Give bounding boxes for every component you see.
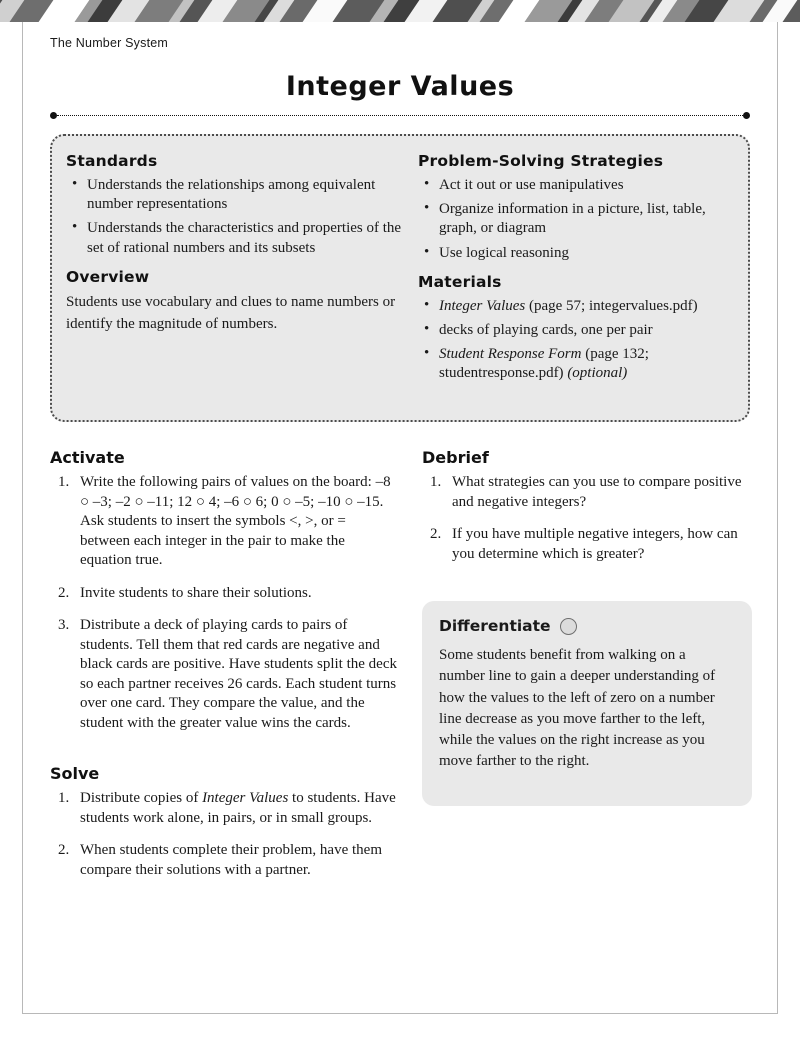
list-item: Distribute copies of Integer Values to students. Have students work alone, in pairs, or in small groups. <box>80 790 396 826</box>
solve-heading: Solve <box>50 764 100 783</box>
list-item: When students complete their problem, have them compare their solutions with a partner. <box>80 842 382 878</box>
circle-icon <box>560 618 577 635</box>
materials-list <box>418 297 738 384</box>
unit-label: The Number System <box>50 36 169 50</box>
info-box-right-column <box>418 146 738 394</box>
list-item: Write the following pairs of values on the board: –8 ○ –3; –2 ○ –11; 12 ○ 4; –6 ○ 6; 0 ○ –5; –10 ○ –15. Ask students to insert the symbols <, >, or = between each integer in the pair to make the equation true. <box>80 474 391 568</box>
list-item <box>437 345 738 383</box>
list-item: Distribute a deck of playing cards to pairs of students. Tell them that red cards are negative and black cards are positive. Have students split the deck so each partner receives 26 cards. Each student turns over one card. They compare the value, and the student with the greater value wins the cards. <box>80 617 397 731</box>
title-divider <box>50 112 750 120</box>
differentiate-box <box>422 601 752 806</box>
solve-steps <box>50 789 398 880</box>
standards-list <box>66 176 406 258</box>
left-column <box>50 448 398 893</box>
differentiate-heading-label: Differentiate <box>439 617 551 635</box>
strategies-list <box>418 176 738 263</box>
material-detail: (page 57; integervalues.pdf) <box>525 297 698 314</box>
strategies-heading: Problem-Solving Strategies <box>418 152 664 170</box>
list-item: If you have multiple negative integers, how can you determine which is greater? <box>452 526 738 562</box>
activate-steps <box>50 473 398 733</box>
divider-dot-right <box>743 112 750 119</box>
material-optional: (optional) <box>567 365 628 382</box>
list-item: Invite students to share their solutions. <box>80 584 312 601</box>
material-title: Student Response Form <box>439 346 582 363</box>
list-item: • Organize information in a picture, list, table, graph, or diagram <box>437 200 738 238</box>
page-title: Integer Values <box>285 71 515 102</box>
debrief-heading: Debrief <box>422 448 489 467</box>
info-box-left-column <box>66 146 406 335</box>
divider-line <box>57 115 743 116</box>
lesson-info-box <box>50 134 750 422</box>
differentiate-text: Some students benefit from walking on a number line to gain a deeper understanding of how the values to the left of zero on a number line decrease as you move farther to the left, while the values on the right increase as you move farther to the right. <box>439 647 716 770</box>
materials-heading: Materials <box>418 272 502 291</box>
list-item: • Understands the relationships among equivalent number representations <box>85 176 406 214</box>
list-item: What strategies can you use to compare positive and negative integers? <box>452 474 742 510</box>
list-item <box>437 297 738 316</box>
list-item: • Use logical reasoning <box>437 244 738 263</box>
material-title: Integer Values <box>439 297 526 314</box>
debrief-steps <box>422 473 752 564</box>
overview-heading: Overview <box>66 267 150 286</box>
differentiate-heading <box>439 617 735 635</box>
standards-heading: Standards <box>66 152 158 170</box>
list-item: • Act it out or use manipulatives <box>437 176 738 195</box>
material-detail: (page 132; studentresponse.pdf) <box>439 346 649 382</box>
solve-resource-title: Integer Values <box>202 790 289 806</box>
material-detail: decks of playing cards, one per pair <box>439 321 653 338</box>
activate-heading: Activate <box>50 448 125 467</box>
divider-dot-left <box>50 112 57 119</box>
list-item <box>437 321 738 340</box>
overview-text: Students use vocabulary and clues to name numbers or identify the magnitude of numbers. <box>66 293 396 332</box>
right-column <box>422 448 752 577</box>
list-item: • Understands the characteristics and properties of the set of rational numbers and its subsets <box>85 219 406 257</box>
decorative-top-banner <box>0 0 800 22</box>
